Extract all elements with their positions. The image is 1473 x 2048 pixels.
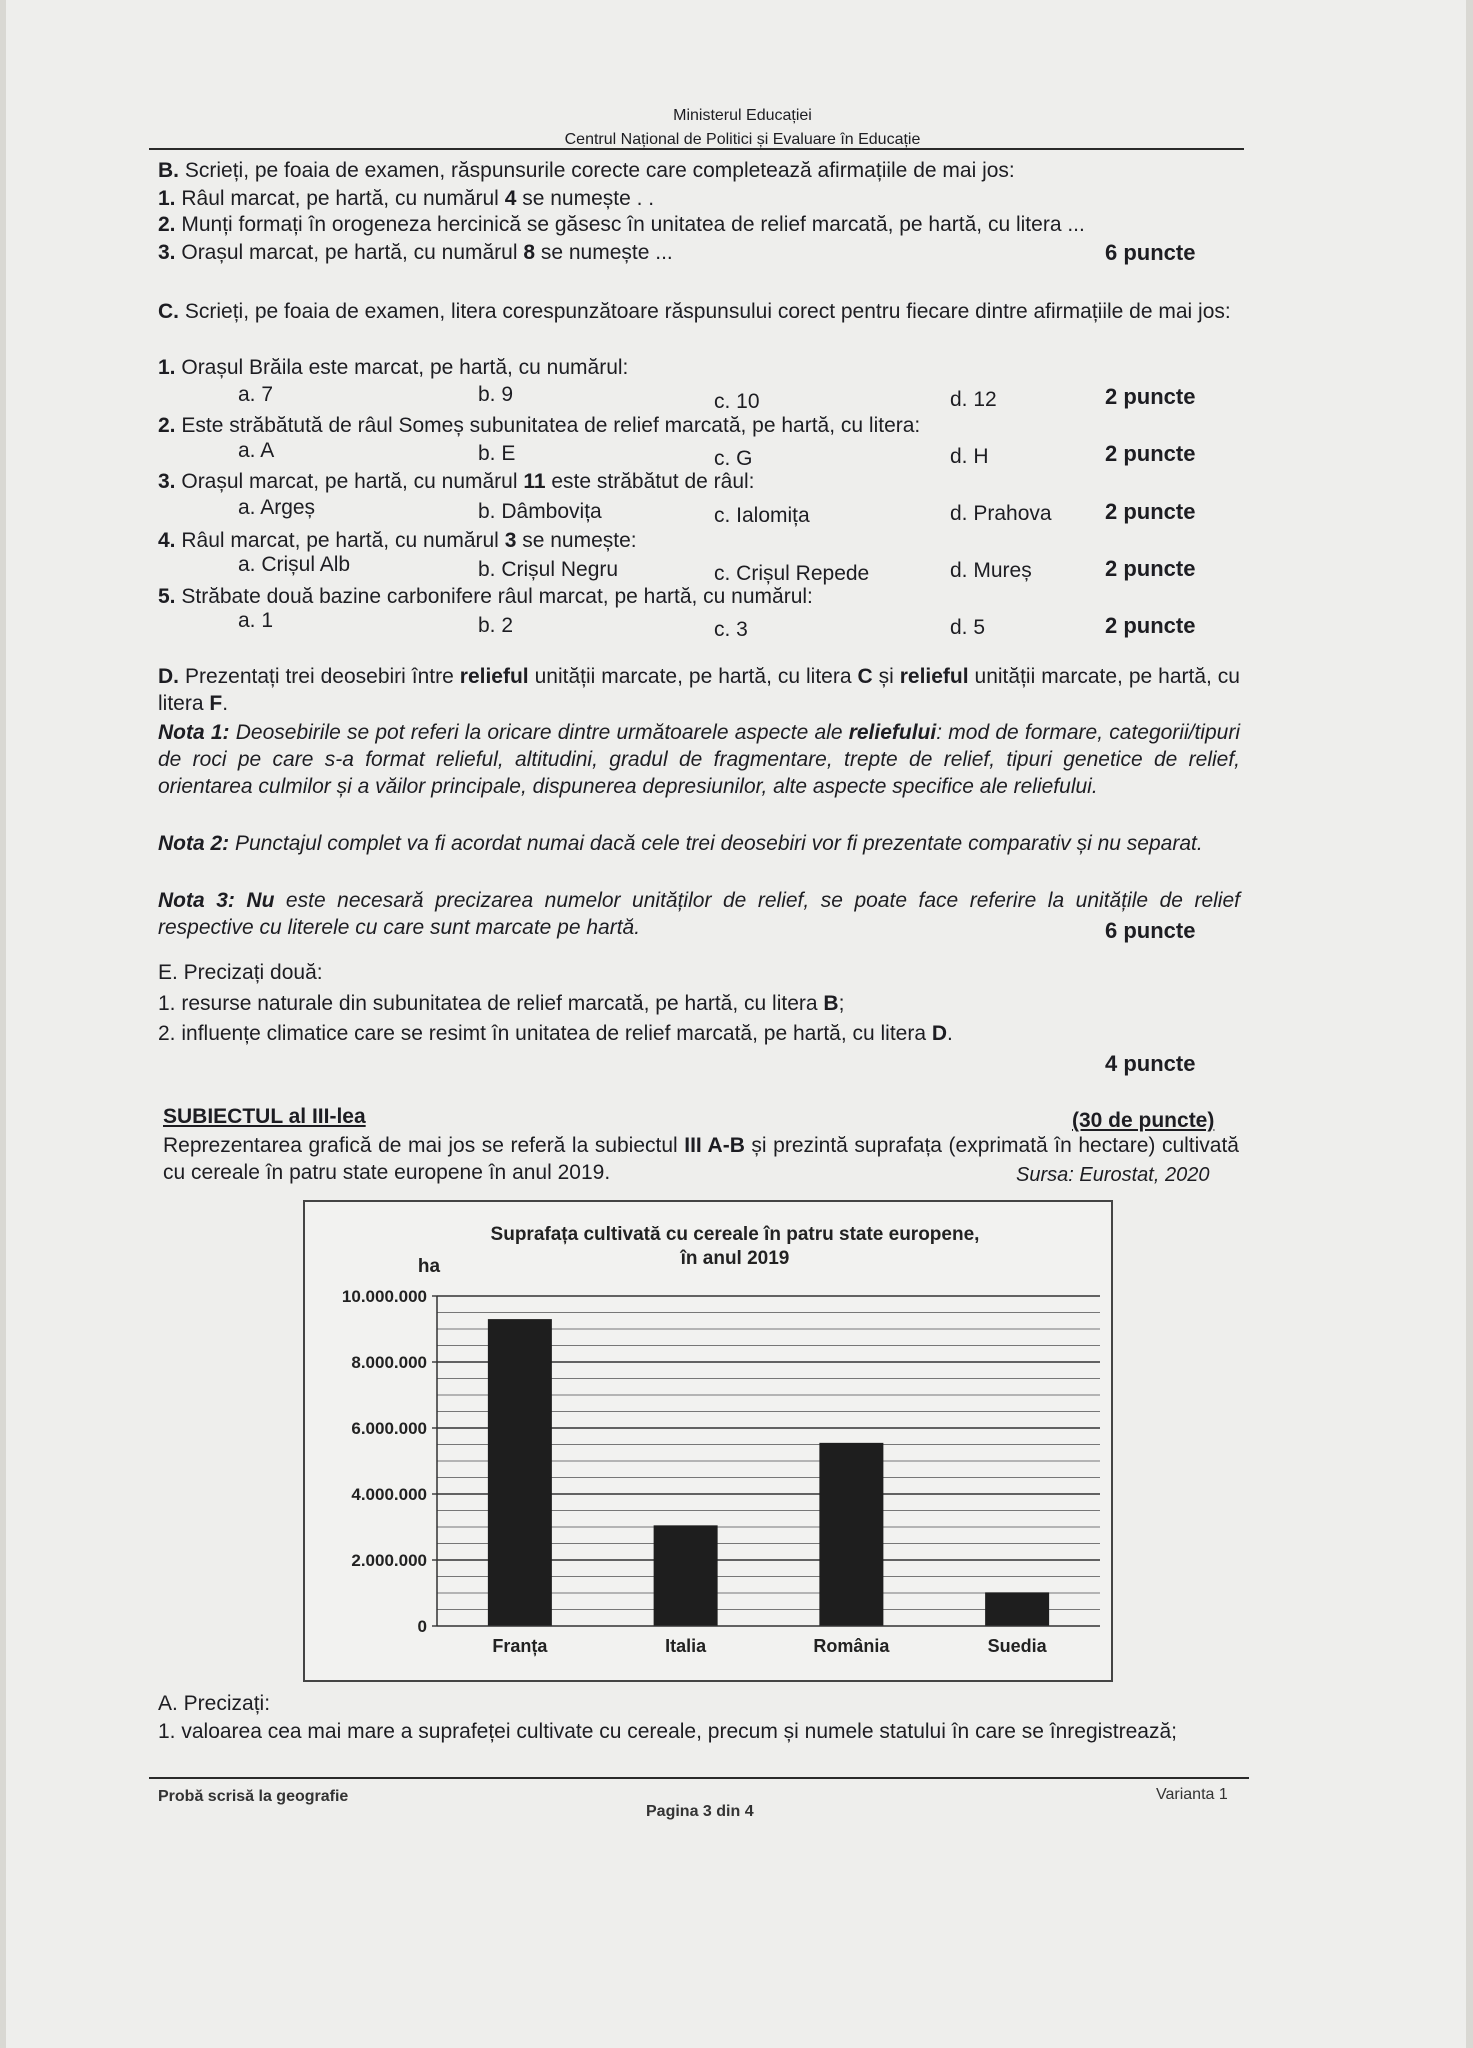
subject-3-title: SUBIECTUL al III-lea bbox=[163, 1105, 366, 1128]
section-e-item-1: 1. resurse naturale din subunitatea de relief marcată, pe hartă, cu litera B; bbox=[158, 992, 845, 1015]
section-b-item-2: 2. Munți formați în orogeneza hercinică se găsesc în unitatea de relief marcată, pe hartă, cu litera ... bbox=[158, 213, 1085, 236]
subject-3-points: (30 de puncte) bbox=[1072, 1109, 1215, 1132]
y-tick-label: 10.000.000 bbox=[341, 1287, 427, 1306]
question-c3-option-c: c. Ialomița bbox=[714, 504, 810, 527]
chart-y-ticks bbox=[342, 1287, 437, 1636]
question-c4-stem: 4. Râul marcat, pe hartă, cu numărul 3 se numește: bbox=[158, 529, 637, 552]
question-c1-option-a: a. 7 bbox=[238, 383, 274, 406]
question-c1-stem: 1. Orașul Brăila este marcat, pe hartă, cu numărul: bbox=[158, 356, 629, 379]
header-rule bbox=[149, 148, 1244, 150]
question-c5-option-c: c. 3 bbox=[714, 618, 748, 641]
chart-y-axis-label: ha bbox=[417, 1256, 441, 1277]
question-c3-option-d: d. Prahova bbox=[950, 502, 1052, 525]
footer-rule bbox=[149, 1777, 1249, 1779]
question-c4-option-a: a. Crișul Alb bbox=[238, 553, 351, 576]
section-e-item-2: 2. influențe climatice care se resimt în unitatea de relief marcată, pe hartă, cu litera D. bbox=[158, 1022, 953, 1045]
section-e-intro: E. Precizați două: bbox=[158, 961, 323, 984]
question-c2-option-d: d. H bbox=[950, 445, 989, 468]
chart-title-line-1: Suprafața cultivată cu cereale în patru state europene, bbox=[490, 1224, 980, 1245]
chart-x-labels bbox=[492, 1636, 1047, 1656]
section-d-nota-3: Nota 3: Nu este necesară precizarea numelor unităților de relief, se poate face referire la unitățile de relief respective cu literele cu care sunt marcate pe hartă. bbox=[158, 889, 1240, 939]
section-d-points: 6 puncte bbox=[1105, 918, 1196, 943]
bar-chart-frame bbox=[303, 1200, 1113, 1682]
question-c5-option-a: a. 1 bbox=[238, 609, 274, 632]
question-c5-stem: 5. Străbate două bazine carbonifere râul marcat, pe hartă, cu numărul: bbox=[158, 585, 813, 608]
y-tick-label: 4.000.000 bbox=[351, 1485, 427, 1504]
question-c4-option-b: b. Crișul Negru bbox=[478, 558, 619, 581]
question-c1-points: 2 puncte bbox=[1105, 384, 1196, 409]
section-d-nota-2: Nota 2: Punctajul complet va fi acordat numai dacă cele trei deosebiri vor fi prezentate comparativ și nu separat. bbox=[158, 832, 1203, 855]
question-c1-option-b: b. 9 bbox=[478, 383, 514, 406]
y-tick-label: 0 bbox=[417, 1617, 427, 1636]
question-c3-option-b: b. Dâmbovița bbox=[478, 500, 602, 523]
x-tick-label: România bbox=[813, 1636, 890, 1656]
y-tick-label: 6.000.000 bbox=[351, 1419, 427, 1438]
bar-chart bbox=[305, 1202, 1111, 1680]
question-c4-points: 2 puncte bbox=[1105, 556, 1196, 581]
question-c5-points: 2 puncte bbox=[1105, 613, 1196, 638]
x-tick-label: Italia bbox=[665, 1636, 707, 1656]
section-b-item-3: 3. Orașul marcat, pe hartă, cu numărul 8 se numește ... bbox=[158, 241, 673, 264]
question-c3-points: 2 puncte bbox=[1105, 499, 1196, 524]
subject-3-part-a: A. Precizați: bbox=[158, 1692, 271, 1715]
question-c2-option-c: c. G bbox=[714, 447, 753, 470]
question-c1-option-d: d. 12 bbox=[950, 388, 997, 411]
section-e-points: 4 puncte bbox=[1105, 1051, 1196, 1076]
question-c2-points: 2 puncte bbox=[1105, 441, 1196, 466]
subject-3-source: Sursa: Eurostat, 2020 bbox=[1016, 1164, 1210, 1186]
question-c5-option-b: b. 2 bbox=[478, 614, 514, 637]
chart-title-line-2: în anul 2019 bbox=[680, 1248, 790, 1269]
section-d-nota-1: Nota 1: Deosebirile se pot referi la oricare dintre următoarele aspecte ale reliefului: mod de formare, categorii/tipuri de roci pe care s-a format relieful, altitudini, gradul de fragmentare, trepte de relief, tipuri genetice de relief, orientarea culmilor și a văilor principale, dispunerea depresiunilor, alte aspecte specifice ale reliefului. bbox=[158, 721, 1240, 798]
section-d-prompt: D. Prezentați trei deosebiri între relieful unității marcate, pe hartă, cu litera C și relieful unității marcate, pe hartă, cu litera F. bbox=[158, 665, 1240, 715]
chart-bars bbox=[488, 1319, 1049, 1626]
question-c4-option-d: d. Mureș bbox=[950, 559, 1032, 582]
x-tick-label: Suedia bbox=[987, 1636, 1047, 1656]
question-c2-option-a: a. A bbox=[238, 439, 275, 462]
bar-suedia bbox=[985, 1592, 1049, 1626]
y-tick-label: 2.000.000 bbox=[351, 1551, 427, 1570]
footer-left: Probă scrisă la geografie bbox=[158, 1788, 349, 1805]
section-c-intro: C. Scrieți, pe foaia de examen, litera corespunzătoare răspunsului corect pentru fiecare dintre afirmațiile de mai jos: bbox=[158, 300, 1231, 323]
bar-italia bbox=[654, 1525, 718, 1626]
question-c2-option-b: b. E bbox=[478, 442, 516, 465]
exam-page bbox=[6, 0, 1466, 2048]
section-b-points: 6 puncte bbox=[1105, 240, 1196, 265]
x-tick-label: Franța bbox=[492, 1636, 548, 1656]
question-c1-option-c: c. 10 bbox=[714, 390, 760, 413]
bar-franța bbox=[488, 1319, 552, 1626]
question-c5-option-d: d. 5 bbox=[950, 616, 986, 639]
subject-3-intro: Reprezentarea grafică de mai jos se referă la subiectul III A-B și prezintă suprafața (exprimată în hectare) cultivată cu cereale în patru state europene în anul 2019. bbox=[163, 1134, 1239, 1184]
footer-right: Varianta 1 bbox=[1156, 1786, 1228, 1803]
footer-page-number: Pagina 3 din 4 bbox=[646, 1803, 754, 1820]
section-b-item-1: 1. Râul marcat, pe hartă, cu numărul 4 se numește . . bbox=[158, 187, 655, 210]
ministry-header: Ministerul Educației bbox=[673, 107, 812, 124]
y-tick-label: 8.000.000 bbox=[351, 1353, 427, 1372]
question-c4-option-c: c. Crișul Repede bbox=[714, 562, 870, 585]
subject-3-part-a-item-1: 1. valoarea cea mai mare a suprafeței cultivate cu cereale, precum și numele statului în care se înregistrează; bbox=[158, 1720, 1178, 1743]
center-header: Centrul Național de Politici și Evaluare în Educație bbox=[564, 131, 921, 148]
question-c2-stem: 2. Este străbătută de râul Someș subunitatea de relief marcată, pe hartă, cu litera: bbox=[158, 414, 921, 437]
bar-românia bbox=[819, 1443, 883, 1626]
section-b-intro: B. Scrieți, pe foaia de examen, răspunsurile corecte care completează afirmațiile de mai jos: bbox=[158, 159, 1015, 182]
question-c3-stem: 3. Orașul marcat, pe hartă, cu numărul 11 este străbătut de râul: bbox=[158, 470, 755, 493]
question-c3-option-a: a. Argeș bbox=[238, 496, 316, 519]
